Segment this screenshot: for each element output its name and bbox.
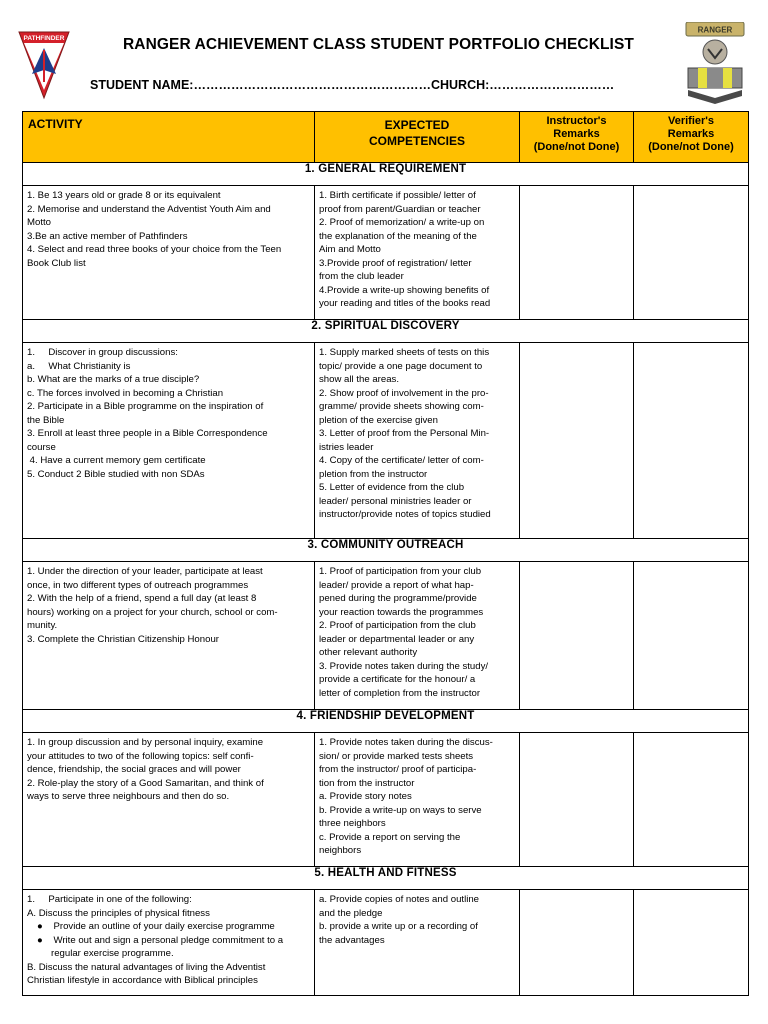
section-title-row xyxy=(23,867,749,890)
expected-competencies-cell: 1. Proof of participation from your club leader/ provide a report of what hap- pened during the programme/provide your reaction towards the programmes 2. Proof of participation from the club leader or departmental leader or any other relevant authority 3. Provide notes taken during the study/ provide a certificate for the honour/ a letter of completion from the instructor xyxy=(315,562,520,710)
section-title: 4. FRIENDSHIP DEVELOPMENT xyxy=(23,710,749,733)
list-item: ● Provide an outline of your daily exercise programme xyxy=(37,921,275,932)
section-title: 3. COMMUNITY OUTREACH xyxy=(23,539,749,562)
section-content-row xyxy=(23,890,749,996)
table-header-row xyxy=(23,112,749,163)
list-item: ● Write out and sign a personal pledge commitment to a regular exercise programme. xyxy=(37,934,284,959)
activity-cell: 1. Participate in one of the following: A. Discuss the principles of physical fitness ● Provide an outline of your daily exercise programme ● Write out and sign a personal pledge commitment to a regular exercise programme. B. Discuss the natural advantages of living the Adventist Christian lifestyle in accordance with Biblical principles xyxy=(23,890,315,996)
expected-competencies-cell: a. Provide copies of notes and outline and the pledge b. provide a write up or a recording of the advantages xyxy=(315,890,520,996)
instructor-remarks-field[interactable] xyxy=(520,186,634,320)
instructor-remarks-field[interactable] xyxy=(520,733,634,867)
section-content-row xyxy=(23,186,749,320)
activity-cell: 1. Be 13 years old or grade 8 or its equivalent 2. Memorise and understand the Adventist Youth Aim and Motto 3.Be an active member of Pathfinders 4. Select and read three books of your choice from the Teen Book Club list xyxy=(23,186,315,320)
verifier-remarks-field[interactable] xyxy=(634,186,749,320)
section-title-row xyxy=(23,539,749,562)
activity-cell: 1. In group discussion and by personal inquiry, examine your attitudes to two of the following topics: self confi- dence, friendship, the social graces and will power 2. Role-play the story of a Good Samaritan, and think of ways to serve three neighbours and then do so. xyxy=(23,733,315,867)
section-content-row xyxy=(23,343,749,539)
section-title: 1. GENERAL REQUIREMENT xyxy=(23,163,749,186)
section-title: 5. HEALTH AND FITNESS xyxy=(23,867,749,890)
instructor-remarks-field[interactable] xyxy=(520,890,634,996)
section-title-row xyxy=(23,163,749,186)
expected-competencies-cell: 1. Birth certificate if possible/ letter of proof from parent/Guardian or teacher 2. Proof of memorization/ a write-up on the explanation of the meaning of the Aim and Motto 3.Provide proof of registration/ letter from the club leader 4.Provide a write-up showing benefits of your reading and titles of the books read xyxy=(315,186,520,320)
header-verifier-remarks: Verifier's Remarks (Done/not Done) xyxy=(634,112,749,163)
section-content-row xyxy=(23,562,749,710)
section-title: 2. SPIRITUAL DISCOVERY xyxy=(23,320,749,343)
expected-competencies-cell: 1. Supply marked sheets of tests on this topic/ provide a one page document to show all the areas. 2. Show proof of involvement in the pro- gramme/ provide sheets showing com- pletion of the exercise given 3. Letter of proof from the Personal Min- istries leader 4. Copy of the certificate/ letter of com- pletion from the instructor 5. Letter of evidence from the club leader/ personal ministries leader or instructor/provide notes of topics studied xyxy=(315,343,520,539)
portfolio-checklist-table xyxy=(22,111,749,996)
student-name-church-line: STUDENT NAME:…………………………………………………CHURCH:………………………… xyxy=(90,78,615,92)
header-expected-competencies: EXPECTED COMPETENCIES xyxy=(315,112,520,163)
section-content-row xyxy=(23,733,749,867)
logo-text: PATHFINDER xyxy=(23,35,65,42)
pathfinder-logo xyxy=(18,30,70,100)
verifier-remarks-field[interactable] xyxy=(634,733,749,867)
expected-competencies-cell: 1. Provide notes taken during the discus- sion/ or provide marked tests sheets from the instructor/ proof of participa- tion from the instructor a. Provide story notes b. Provide a write-up on ways to serve three neighbors c. Provide a report on serving the neighbors xyxy=(315,733,520,867)
ranger-insignia xyxy=(684,22,746,104)
page-title: RANGER ACHIEVEMENT CLASS STUDENT PORTFOLIO CHECKLIST xyxy=(123,36,634,53)
section-title-row xyxy=(23,320,749,343)
instructor-remarks-field[interactable] xyxy=(520,343,634,539)
section-title-row xyxy=(23,710,749,733)
activity-cell: 1. Under the direction of your leader, participate at least once, in two different types of outreach programmes 2. With the help of a friend, spend a full day (at least 8 hours) working on a project for your church, school or com- munity. 3. Complete the Christian Citizenship Honour xyxy=(23,562,315,710)
header-activity: ACTIVITY xyxy=(23,112,315,163)
header-instructor-remarks: Instructor's Remarks (Done/not Done) xyxy=(520,112,634,163)
verifier-remarks-field[interactable] xyxy=(634,890,749,996)
verifier-remarks-field[interactable] xyxy=(634,343,749,539)
activity-cell: 1. Discover in group discussions: a. What Christianity is b. What are the marks of a true disciple? c. The forces involved in becoming a Christian 2. Participate in a Bible programme on the inspiration of the Bible 3. Enroll at least three people in a Bible Correspondence course 4. Have a current memory gem certificate 5. Conduct 2 Bible studied with non SDAs xyxy=(23,343,315,539)
verifier-remarks-field[interactable] xyxy=(634,562,749,710)
instructor-remarks-field[interactable] xyxy=(520,562,634,710)
insignia-text: RANGER xyxy=(697,25,733,35)
